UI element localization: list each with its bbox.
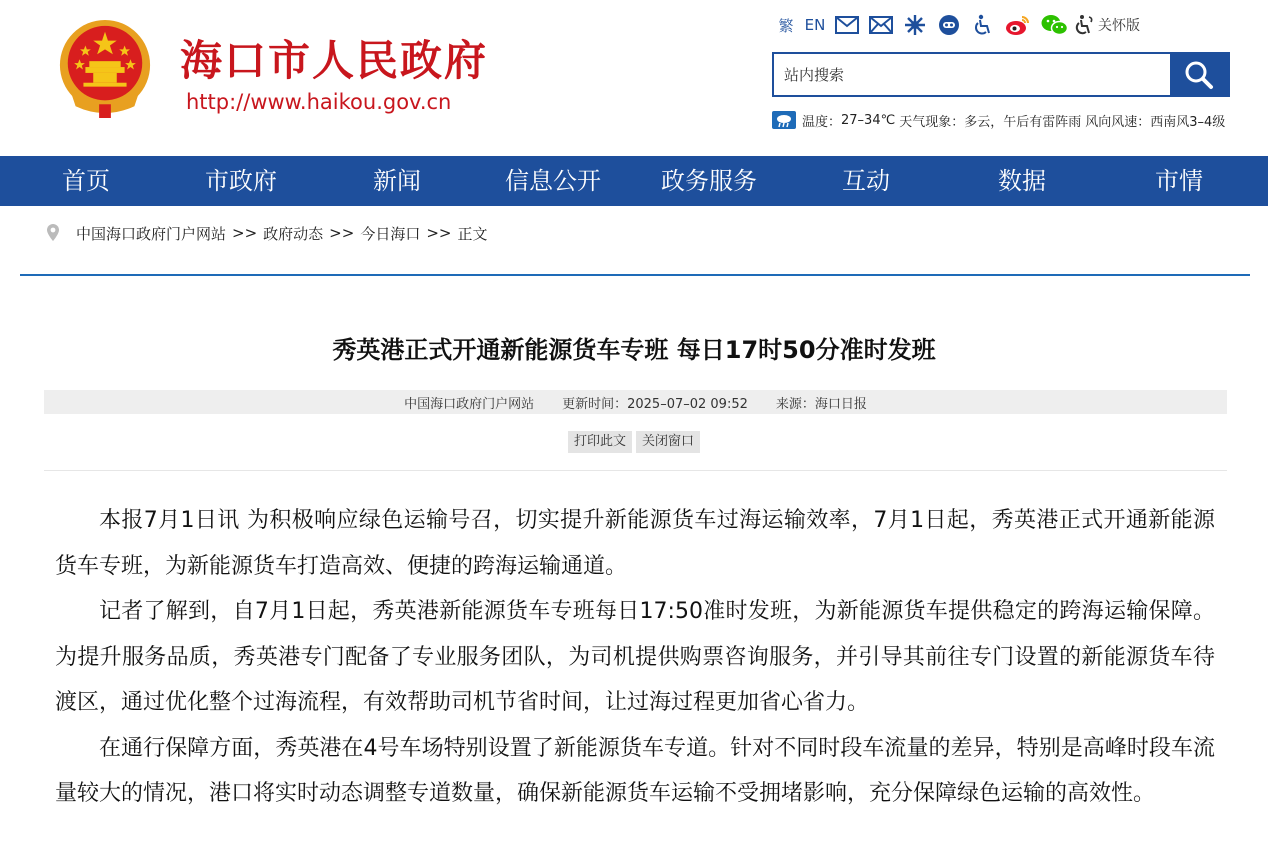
- search-input[interactable]: [774, 54, 1170, 95]
- site-title: 海口市人民政府: [180, 36, 489, 85]
- mailbox-icon[interactable]: [864, 12, 898, 38]
- article-paragraph: 本报7月1日讯 为积极响应绿色运输号召，切实提升新能源货车过海运输效率，7月1日起，秀英港正式开通新能源货车专班，为新能源货车打造高效、便捷的跨海运输通道。: [55, 508, 1215, 579]
- nav-item-government[interactable]: 市政府: [205, 167, 277, 195]
- cloud-rain-icon: [772, 111, 796, 129]
- article-paragraph: 在通行保障方面，秀英港在4号车场特别设置了新能源货车专道。针对不同时段车流量的差异，特别是高峰时段车流量较大的情况，港口将实时动态调整专道数量，确保新能源货车运输不受拥堵影响，充分保障绿色运输的高效性。: [55, 735, 1215, 806]
- print-button[interactable]: 打印此文: [568, 431, 632, 453]
- location-pin-icon: [46, 224, 60, 242]
- article-body: [55, 498, 1215, 817]
- article-updated-time: 更新时间：2025–07–02 09:52: [562, 396, 748, 412]
- accessibility-icon[interactable]: [966, 12, 1000, 38]
- breadcrumb-item-today-haikou[interactable]: 今日海口: [360, 224, 421, 243]
- breadcrumb: [46, 222, 487, 244]
- breadcrumb-separator: >>: [232, 224, 258, 242]
- weather-phenomenon-value: 多云，午后有雷阵雨: [964, 114, 1082, 130]
- main-nav: [0, 156, 1268, 206]
- search-box: [772, 52, 1230, 97]
- nav-item-gov-services[interactable]: 政务服务: [661, 167, 757, 195]
- care-mode-icon: [1074, 14, 1096, 36]
- nav-item-news[interactable]: 新闻: [373, 167, 421, 195]
- traditional-chinese-link[interactable]: 繁: [778, 16, 794, 35]
- nav-item-data[interactable]: 数据: [998, 167, 1046, 195]
- wind-value: 西南风3–4级: [1150, 114, 1226, 130]
- article-paragraph: 记者了解到，自7月1日起，秀英港新能源货车专班每日17:50准时发班，为新能源货车提供稳定的跨海运输保障。为提升服务品质，秀英港专门配备了专业服务团队，为司机提供购票咨询服务，并引导其前往专门设置的新能源货车待渡区，通过优化整个过海流程，有效帮助司机节省时间，让过海过程更加省心省力。: [55, 599, 1215, 715]
- national-emblem-icon: [56, 18, 154, 120]
- nav-item-home[interactable]: 首页: [62, 167, 110, 195]
- breadcrumb-item-portal[interactable]: 中国海口政府门户网站: [76, 224, 227, 243]
- search-button[interactable]: [1170, 54, 1228, 95]
- weather-bar: [772, 110, 1225, 130]
- article-meta-bar: [44, 390, 1227, 414]
- temperature-value: 27–34℃: [841, 112, 896, 128]
- nav-item-city-info[interactable]: 市情: [1155, 167, 1203, 195]
- article-site: 中国海口政府门户网站: [404, 396, 535, 412]
- breadcrumb-separator: >>: [426, 224, 452, 242]
- breadcrumb-separator: >>: [329, 224, 355, 242]
- content-divider: [44, 470, 1227, 471]
- care-mode-link[interactable]: 关怀版: [1074, 12, 1146, 38]
- sun-icon[interactable]: [898, 12, 932, 38]
- site-header: [0, 0, 1268, 156]
- nav-item-interaction[interactable]: 互动: [842, 167, 890, 195]
- article-title: 秀英港正式开通新能源货车专班 每日17时50分准时发班: [332, 336, 936, 364]
- wind-label: 风向风速：: [1085, 114, 1151, 130]
- temperature-label: 温度：: [802, 114, 842, 130]
- site-url[interactable]: http://www.haikou.gov.cn: [186, 90, 452, 114]
- article-actions: [0, 431, 1268, 453]
- breadcrumb-item-current: 正文: [457, 224, 488, 243]
- close-window-button[interactable]: 关闭窗口: [636, 431, 700, 453]
- english-link[interactable]: EN: [804, 16, 826, 34]
- robot-icon[interactable]: [932, 12, 966, 38]
- breadcrumb-item-gov-news[interactable]: 政府动态: [263, 224, 324, 243]
- wechat-icon[interactable]: [1036, 12, 1074, 38]
- nav-item-info-disclosure[interactable]: 信息公开: [505, 167, 601, 195]
- article-source: 来源：海口日报: [775, 396, 867, 412]
- weather-phenomenon-label: 天气现象：: [899, 114, 965, 130]
- top-toolbar: [772, 12, 1146, 38]
- search-icon: [1184, 60, 1214, 90]
- section-divider: [20, 274, 1250, 276]
- mail-icon[interactable]: [830, 12, 864, 38]
- weibo-icon[interactable]: [1000, 12, 1036, 38]
